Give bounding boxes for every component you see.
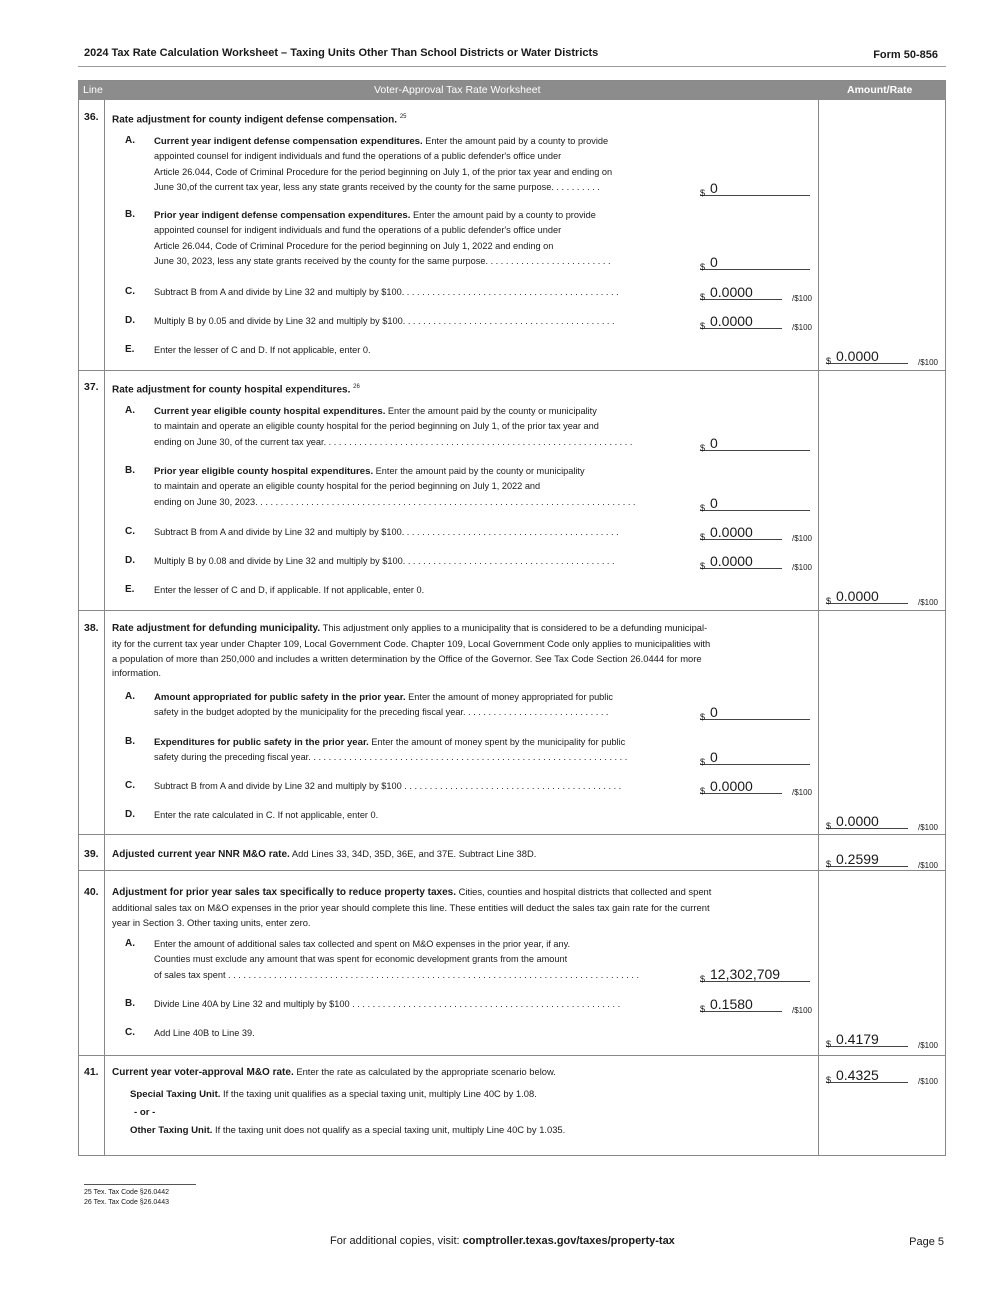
sub-text: Prior year indigent defense compensation expenditures. Enter the amount paid by a county to provide appointed counsel for indigent individuals and fund the operations of a public defender's office under Article 26.044, Code of Criminal Procedure for the period beginning on July 1, 2022 and ending on June 30, 2023, less any state grants received by the county for the same purpose. . . . . . . . . . . . . . . . . . . . . . . . . <box>154 210 611 267</box>
line-title: Adjusted current year NNR M&O rate. Add Lines 33, 34D, 35D, 36E, and 37E. Subtract Line 38D. <box>112 848 537 860</box>
rate-field[interactable]: $ 0.0000 /$100 <box>700 553 812 572</box>
sub-letter: B. <box>125 209 135 220</box>
sub-text: Enter the rate calculated in C. If not applicable, enter 0. <box>154 810 379 820</box>
sub-text: Expenditures for public safety in the prior year. Enter the amount of money spent by the municipality for public safety during the preceding fiscal year. . . . . . . . . . . . . . . . . . . . . . . . . . . . . . . . . . . . . . . . . . . . . . . . . . . . . . . . . . . . . . . <box>154 737 628 763</box>
line-title: Rate adjustment for defunding municipality. This adjustment only applies to a municipality that is considered to be a defunding municipal- ity for the current tax year under Chapter 109, Local Government Code. Chapter 109, Local Government Code only applies to municipalities with a population of more than 250,000 and includes a written determination by the Office of the Governor. See Tax Code Section 26.0444 for more information. <box>112 622 711 679</box>
amount-field[interactable]: $ 12,302,709 <box>700 966 810 982</box>
form-number: Form 50-856 <box>873 49 938 61</box>
footer-link[interactable]: comptroller.texas.gov/taxes/property-tax <box>462 1235 675 1247</box>
footnote-rule <box>84 1184 196 1185</box>
sub-text: Amount appropriated for public safety in the prior year. Enter the amount of money appropriated for public safety in the budget adopted by the municipality for the preceding fiscal year. . . . . . . . . . . . . . . . . . . . . . . . . . . . . <box>154 692 613 718</box>
sub-letter: A. <box>125 938 135 949</box>
sub-text: Subtract B from A and divide by Line 32 and multiply by $100. . . . . . . . . . . . . . . . . . . . . . . . . . . . . . . . . . . . . . . . . . . <box>154 527 619 537</box>
sub-letter: D. <box>125 809 135 820</box>
sub-letter: D. <box>125 555 135 566</box>
line-title: Rate adjustment for county hospital expenditures. $^{26}$ <box>112 384 360 396</box>
sub-letter: B. <box>125 465 135 476</box>
col-line: Line <box>83 84 103 96</box>
line-number: 37. <box>84 381 99 393</box>
rate-field[interactable]: $ 0.1580 /$100 <box>700 996 812 1015</box>
form-title: 2024 Tax Rate Calculation Worksheet – Taxing Units Other Than School Districts or Water Districts <box>84 47 599 59</box>
sub-letter: C. <box>125 780 135 791</box>
sub-text: Enter the lesser of C and D, if applicable. If not applicable, enter 0. <box>154 585 425 595</box>
sub-text: Subtract B from A and divide by Line 32 and multiply by $100. . . . . . . . . . . . . . . . . . . . . . . . . . . . . . . . . . . . . . . . . . . <box>154 287 619 297</box>
rate-field[interactable]: $ 0.0000 /$100 <box>700 313 812 332</box>
sub-letter: A. <box>125 691 135 702</box>
sub-letter: A. <box>125 135 135 146</box>
footer: For additional copies, visit: comptroller.texas.gov/taxes/property-tax <box>330 1235 675 1247</box>
sub-letter: D. <box>125 315 135 326</box>
sub-text: Multiply B by 0.05 and divide by Line 32 and multiply by $100. . . . . . . . . . . . . . . . . . . . . . . . . . . . . . . . . . . . . . . . . . <box>154 316 615 326</box>
rate-field[interactable]: $ 0.0000 /$100 <box>826 813 938 832</box>
divider <box>818 100 819 1155</box>
amount-field[interactable]: $ 0 <box>700 254 810 270</box>
sub-text: Enter the lesser of C and D. If not applicable, enter 0. <box>154 345 371 355</box>
sub-text: Special Taxing Unit. If the taxing unit qualifies as a special taxing unit, multiply Line 40C by 1.08. - or - Other Taxing Unit. If the taxing unit does not qualify as a special taxing unit, multiply Line 40C by 1.035. <box>130 1088 566 1136</box>
line-title: Rate adjustment for county indigent defense compensation. $^{25}$ <box>112 114 407 126</box>
rate-field[interactable]: $ 0.0000 /$100 <box>826 348 938 367</box>
sub-letter: C. <box>125 526 135 537</box>
rate-field[interactable]: $ 0.4325 /$100 <box>826 1067 938 1086</box>
line-number: 40. <box>84 886 99 898</box>
sub-text: Current year indigent defense compensation expenditures. Enter the amount paid by a county to provide appointed counsel for indigent individuals and fund the operations of a public defender's office under Article 26.044, Code of Criminal Procedure for the period beginning on July 1, of the prior tax year and ending on June 30,of the current tax year, less any state grants received by the county for the same purpose. . . . . . . . . . <box>154 136 613 193</box>
amount-field[interactable]: $ 0 <box>700 495 810 511</box>
sub-text: Enter the amount of additional sales tax collected and spent on M&O expenses in the prior year, if any. Counties must exclude any amount that was spent for economic development grants from the amount of sales tax spent . . . . . . . . . . . . . . . . . . . . . . . . . . . . . . . . . . . . . . . . . . . . . . . . . . . . . . . . . . . . . . . . . . . . . . . . . . . . . . . . . <box>154 939 640 980</box>
sub-text: Current year eligible county hospital expenditures. Enter the amount paid by the county or municipality to maintain and operate an eligible county hospital for the period beginning on July 1, of the prior tax year and ending on June 30, of the current tax year. . . . . . . . . . . . . . . . . . . . . . . . . . . . . . . . . . . . . . . . . . . . . . . . . . . . . . . . . . . . . <box>154 406 633 447</box>
divider <box>79 1055 945 1056</box>
amount-field[interactable]: $ 0 <box>700 435 810 451</box>
sub-text: Multiply B by 0.08 and divide by Line 32 and multiply by $100. . . . . . . . . . . . . . . . . . . . . . . . . . . . . . . . . . . . . . . . . . <box>154 556 615 566</box>
sub-letter: C. <box>125 286 135 297</box>
rate-field[interactable]: $ 0.0000 /$100 <box>700 524 812 543</box>
line-title: Adjustment for prior year sales tax specifically to reduce property taxes. Cities, counties and hospital districts that collected and spent additional sales tax on M&O expenses in the prior year should complete this line. These entities will deduct the sales tax gain rate for the current year in Section 3. Other taxing units, enter zero. <box>112 886 712 928</box>
line-title: Current year voter-approval M&O rate. Enter the rate as calculated by the appropriate scenario below. <box>112 1066 556 1078</box>
sub-text: Add Line 40B to Line 39. <box>154 1028 255 1038</box>
amount-field[interactable]: $ 0 <box>700 749 810 765</box>
divider <box>79 370 945 371</box>
sub-letter: B. <box>125 736 135 747</box>
sub-letter: C. <box>125 1027 135 1038</box>
page-number: Page 5 <box>909 1236 944 1248</box>
line-number: 38. <box>84 622 99 634</box>
rate-field[interactable]: $ 0.0000 /$100 <box>826 588 938 607</box>
rate-field[interactable]: $ 0.2599 /$100 <box>826 851 938 870</box>
sub-letter: E. <box>125 584 135 595</box>
line-number: 41. <box>84 1066 99 1078</box>
table-header <box>79 81 945 100</box>
sub-letter: B. <box>125 998 135 1009</box>
footnote: 25 Tex. Tax Code §26.0442 <box>84 1189 169 1196</box>
divider <box>79 610 945 611</box>
sub-letter: E. <box>125 344 135 355</box>
footnote: 26 Tex. Tax Code §26.0443 <box>84 1199 169 1206</box>
amount-field[interactable]: $ 0 <box>700 704 810 720</box>
header-rule <box>78 66 946 67</box>
rate-field[interactable]: $ 0.0000 /$100 <box>700 778 812 797</box>
sub-text: Divide Line 40A by Line 32 and multiply by $100 . . . . . . . . . . . . . . . . . . . . . . . . . . . . . . . . . . . . . . . . . . . . . . . . . . . . . <box>154 999 621 1009</box>
divider <box>79 870 945 871</box>
sub-text: Prior year eligible county hospital expenditures. Enter the amount paid by the county or municipality to maintain and operate an eligible county hospital for the period beginning on July 1, 2022 and ending on June 30, 2023. . . . . . . . . . . . . . . . . . . . . . . . . . . . . . . . . . . . . . . . . . . . . . . . . . . . . . . . . . . . . . . . . . . . . . . . . . . <box>154 466 636 507</box>
rate-field[interactable]: $ 0.0000 /$100 <box>700 284 812 303</box>
amount-field[interactable]: $ 0 <box>700 180 810 196</box>
col-amount: Amount/Rate <box>847 84 913 96</box>
sub-letter: A. <box>125 405 135 416</box>
line-number: 36. <box>84 111 99 123</box>
col-worksheet: Voter-Approval Tax Rate Worksheet <box>374 84 541 96</box>
sub-text: Subtract B from A and divide by Line 32 and multiply by $100 . . . . . . . . . . . . . . . . . . . . . . . . . . . . . . . . . . . . . . . . . . . <box>154 781 622 791</box>
line-number: 39. <box>84 848 99 860</box>
divider <box>79 834 945 835</box>
divider <box>104 100 105 1155</box>
rate-field[interactable]: $ 0.4179 /$100 <box>826 1031 938 1050</box>
